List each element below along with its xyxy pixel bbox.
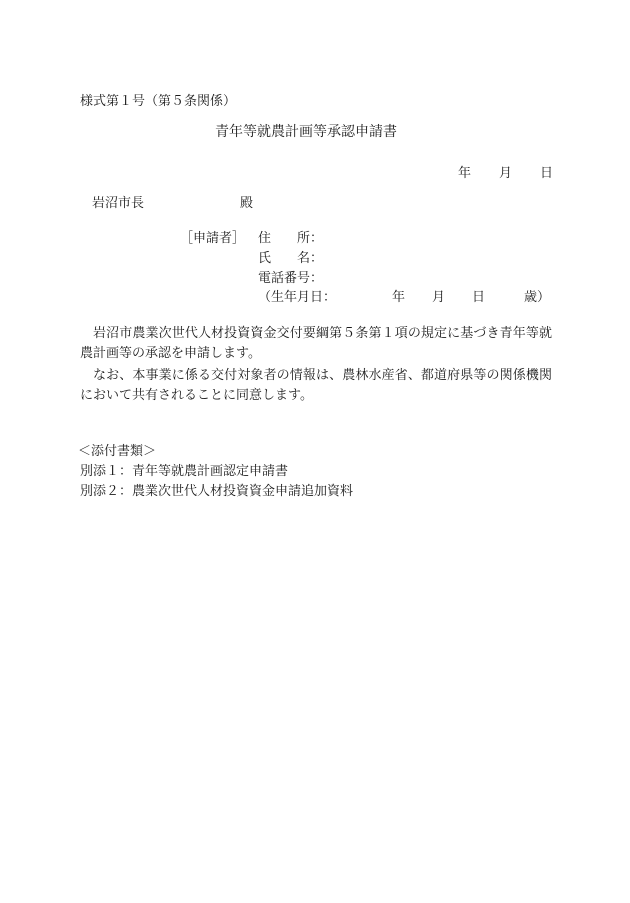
addressee-name: 岩沼市長 — [92, 196, 145, 211]
applicant-label: ［申請者］ — [180, 231, 246, 246]
birthdate-label: （生年月日： — [258, 290, 337, 305]
birth-day-label: 日 — [472, 290, 486, 305]
body-paragraph-1: 岩沼市農業次世代人材投資資金交付要綱第５条第１項の規定に基づき青年等就農計画等の承認を申請します。 — [80, 326, 552, 361]
date-month-label: 月 — [499, 166, 513, 181]
birth-month-label: 月 — [432, 290, 446, 305]
date-year-label: 年 — [458, 166, 472, 181]
phone-label: 電話番号： — [258, 271, 324, 286]
address-label: 住 所： — [258, 231, 324, 246]
birth-year-label: 年 — [392, 290, 406, 305]
attachments-heading: ＜添付書類＞ — [78, 444, 157, 459]
name-label: 氏 名： — [258, 251, 324, 266]
body-paragraph-2: なお、本事業に係る交付対象者の情報は、農林水産省、都道府県等の関係機関において共有されることに同意します。 — [80, 368, 552, 403]
birth-age-label: 歳） — [524, 290, 551, 305]
attachment-item-1: 別添１：青年等就農計画認定申請書 — [80, 464, 289, 479]
addressee-honorific: 殿 — [240, 196, 254, 211]
form-number: 様式第１号（第５条関係） — [80, 94, 237, 109]
attachment-item-2: 別添２：農業次世代人材投資資金申請追加資料 — [80, 484, 354, 499]
date-day-label: 日 — [540, 166, 554, 181]
document-title: 青年等就農計画等承認申請書 — [215, 124, 397, 140]
